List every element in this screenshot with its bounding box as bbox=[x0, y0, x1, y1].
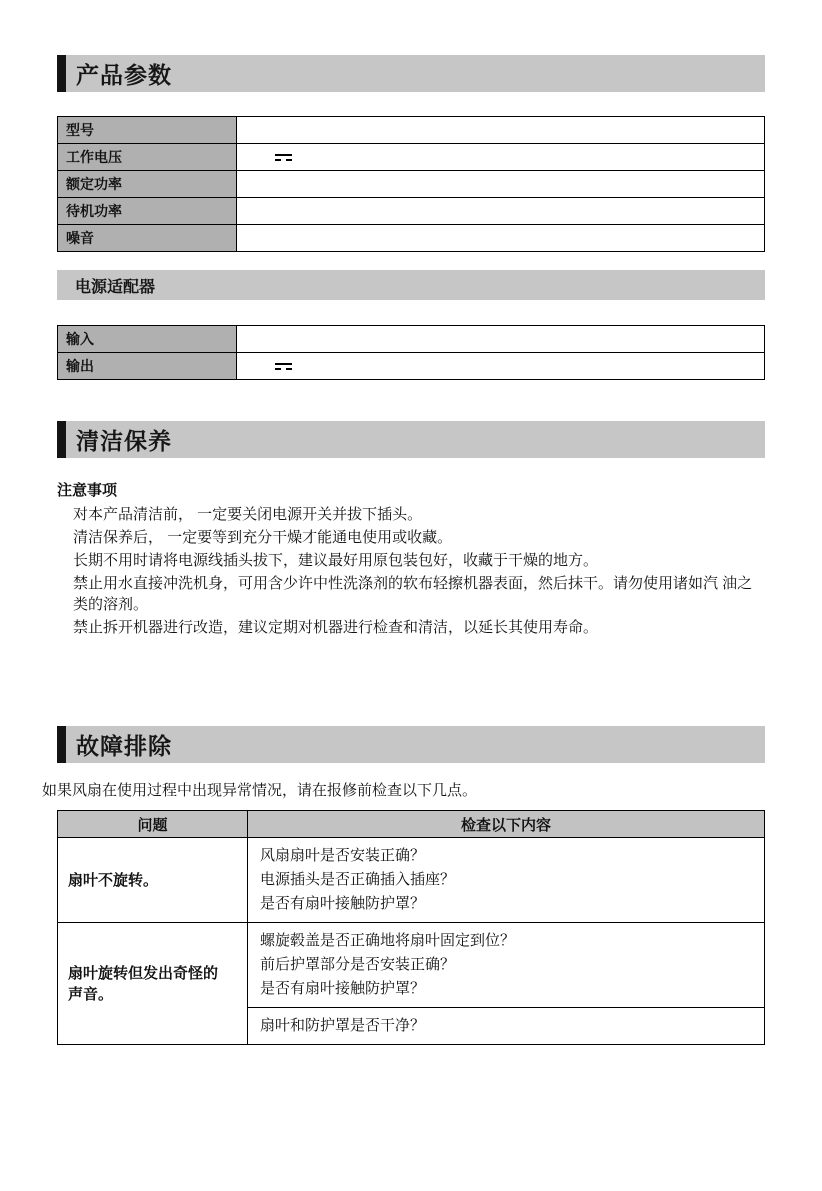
row-label-model: 型号 bbox=[58, 117, 237, 143]
section-title-product-params: 产品参数 bbox=[76, 62, 172, 88]
table-row bbox=[58, 198, 764, 225]
row-label-output: 输出 bbox=[58, 353, 237, 379]
column-header-checks: 检查以下内容 bbox=[248, 811, 765, 838]
row-label-noise: 噪音 bbox=[58, 225, 237, 251]
note-item: 清洁保养后， 一定要等到充分干燥才能通电使用或收藏。 bbox=[73, 529, 453, 546]
table-row bbox=[58, 838, 765, 923]
section-header-product-params bbox=[57, 55, 765, 92]
problem-cell: 扇叶旋转但发出奇怪的 声音。 bbox=[58, 923, 248, 1045]
troubleshooting-table bbox=[57, 810, 765, 1045]
row-value-input bbox=[237, 326, 764, 352]
section-header-troubleshooting bbox=[57, 726, 765, 763]
row-label-rated-power: 额定功率 bbox=[58, 171, 237, 197]
checks-cell bbox=[248, 923, 765, 1008]
note-item: 禁止用水直接冲洗机身，可用含少许中性洗涤剂的软布轻擦机器表面，然后抹干。请勿使用诸如汽 油之类的溶剂。 bbox=[73, 575, 753, 613]
note-item: 长期不用时请将电源线插头拔下，建议最好用原包装包好，收藏于干燥的地方。 bbox=[73, 552, 599, 569]
section-header-cleaning bbox=[57, 421, 765, 458]
sub-header-power-adapter bbox=[57, 270, 765, 300]
row-value-output bbox=[237, 353, 764, 379]
table-header-row bbox=[58, 811, 765, 838]
section-troubleshooting bbox=[42, 726, 765, 1045]
dc-current-icon bbox=[275, 361, 292, 372]
note-item: 禁止拆开机器进行改造，建议定期对机器进行检查和清洁，以延长其使用寿命。 bbox=[73, 619, 599, 636]
row-value-noise bbox=[237, 225, 764, 251]
section-power-adapter bbox=[57, 270, 765, 380]
check-item: 是否有扇叶接触防护罩？ bbox=[260, 980, 426, 997]
table-row bbox=[58, 171, 764, 198]
notes-title: 注意事项 bbox=[57, 482, 118, 499]
check-item: 电源插头是否正确插入插座？ bbox=[260, 871, 456, 888]
row-value-standby-power bbox=[237, 198, 764, 224]
row-label-standby-power: 待机功率 bbox=[58, 198, 237, 224]
table-row bbox=[58, 326, 764, 353]
dc-current-icon bbox=[275, 152, 292, 163]
check-item: 前后护罩部分是否安装正确？ bbox=[260, 956, 456, 973]
table-row bbox=[58, 117, 764, 144]
section-product-params bbox=[57, 55, 765, 252]
check-item: 是否有扇叶接触防护罩？ bbox=[260, 895, 426, 912]
row-label-voltage: 工作电压 bbox=[58, 144, 237, 170]
adapter-table bbox=[57, 325, 765, 380]
problem-cell: 扇叶不旋转。 bbox=[58, 838, 248, 923]
sub-title-power-adapter: 电源适配器 bbox=[75, 278, 156, 296]
table-row bbox=[58, 923, 765, 1008]
table-row bbox=[58, 353, 764, 379]
row-value-rated-power bbox=[237, 171, 764, 197]
product-params-table bbox=[57, 116, 765, 252]
check-item: 螺旋毂盖是否正确地将扇叶固定到位？ bbox=[260, 932, 516, 949]
row-label-input: 输入 bbox=[58, 326, 237, 352]
row-value-model bbox=[237, 117, 764, 143]
table-row bbox=[58, 144, 764, 171]
section-title-troubleshooting: 故障排除 bbox=[76, 733, 172, 759]
section-title-cleaning: 清洁保养 bbox=[76, 428, 172, 454]
row-value-voltage bbox=[237, 144, 764, 170]
checks-cell bbox=[248, 1008, 765, 1045]
table-row bbox=[58, 225, 764, 251]
checks-cell bbox=[248, 838, 765, 923]
note-item: 对本产品清洁前， 一定要关闭电源开关并拔下插头。 bbox=[73, 506, 423, 523]
check-item: 扇叶和防护罩是否干净？ bbox=[260, 1017, 426, 1034]
check-item: 风扇扇叶是否安装正确？ bbox=[260, 847, 426, 864]
section-cleaning bbox=[57, 421, 765, 638]
column-header-problem: 问题 bbox=[58, 811, 248, 838]
troubleshooting-intro: 如果风扇在使用过程中出现异常情况，请在报修前检查以下几点。 bbox=[42, 782, 478, 799]
